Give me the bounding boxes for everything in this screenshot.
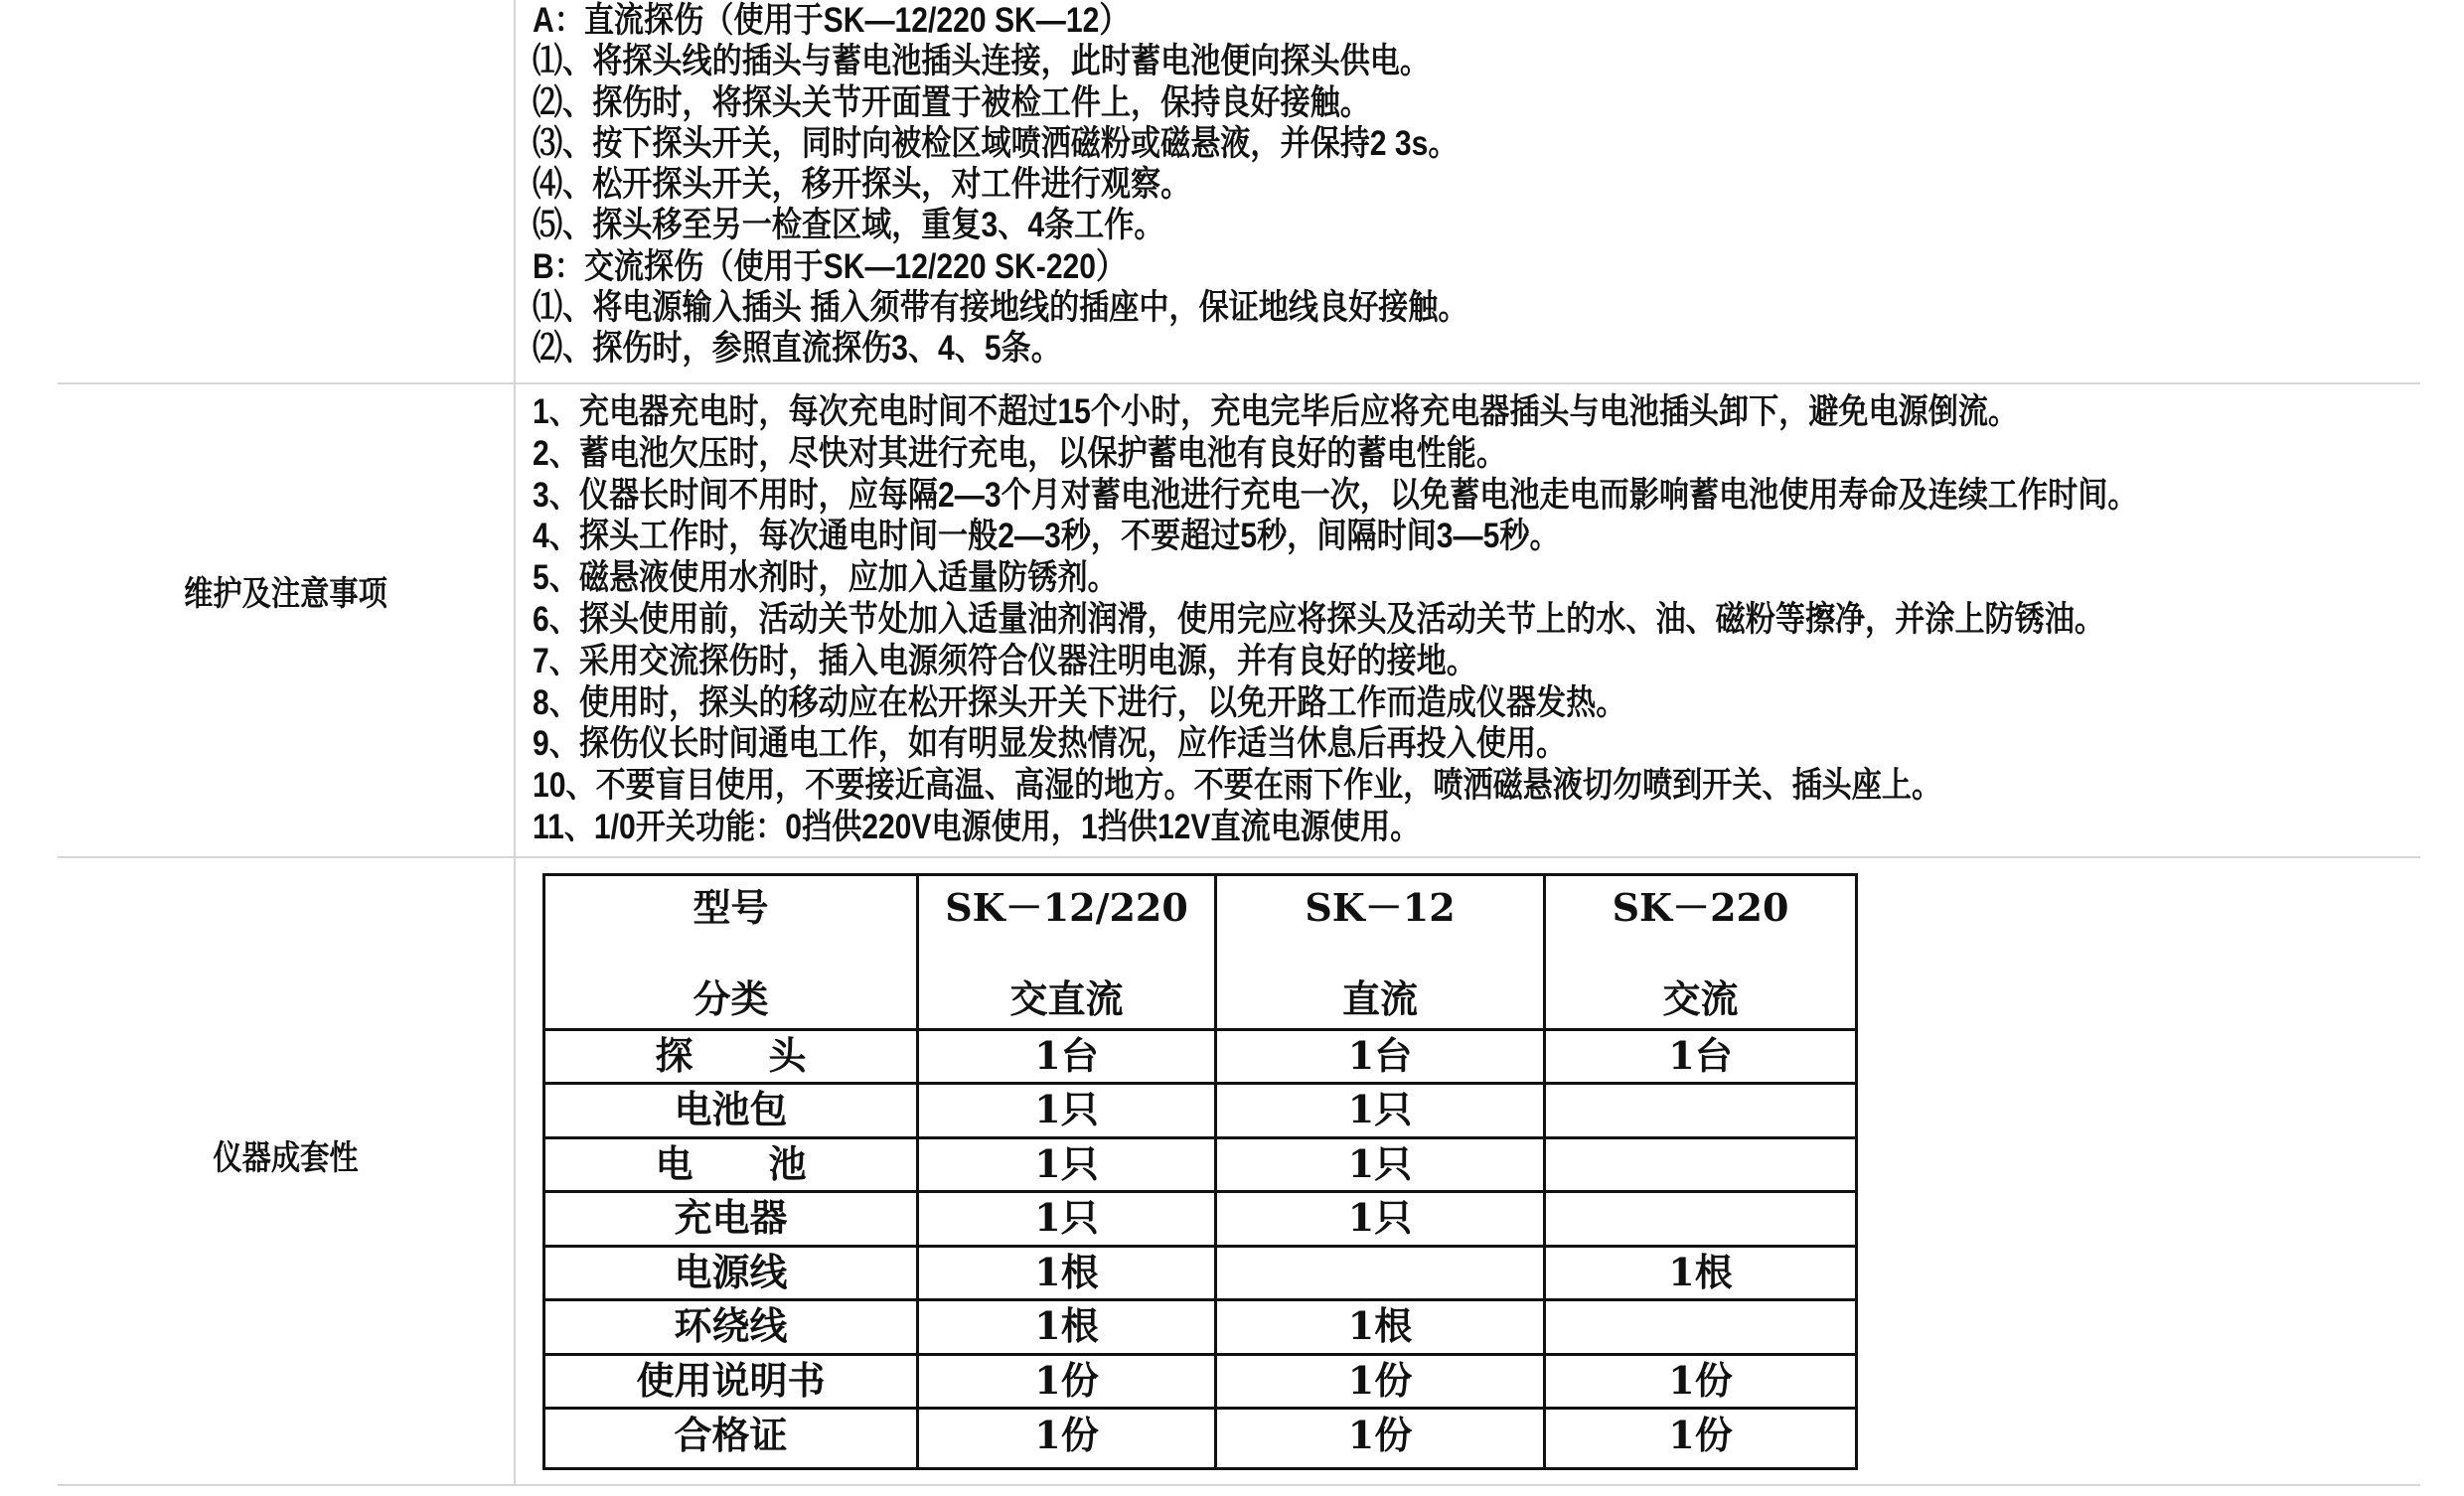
kit-item-qty: 1份 — [1347, 1413, 1413, 1457]
kit-item-qty: 1根 — [1034, 1250, 1099, 1294]
kit-item-qty: 1根 — [1668, 1250, 1733, 1294]
kit-item-qty: 1份 — [1034, 1413, 1099, 1457]
maintenance-list — [533, 391, 2398, 848]
maintenance-item: 1、充电器充电时，每次充电时间不超过15个小时，充电完毕后应将充电器插头与电池插头卸下，避免电源倒流。 — [533, 392, 2019, 431]
kit-item-qty: 1只 — [1347, 1141, 1413, 1186]
kit-header-model: SK－12 — [1305, 885, 1456, 930]
maintenance-item: 9、探伤仪长时间通电工作，如有明显发热情况，应作适当休息后再投入使用。 — [533, 724, 1567, 764]
maintenance-item: 3、仪器长时间不用时，应每隔2—3个月对蓄电池进行充电一次，以免蓄电池走电而影响蓄电池使用寿命及连续工作时间。 — [533, 475, 2138, 515]
kit-item-name: 探 头 — [655, 1033, 807, 1078]
kit-item-qty: 1份 — [1668, 1413, 1733, 1457]
kit-header-category: 交直流 — [1009, 976, 1124, 1021]
row-divider — [58, 1484, 2420, 1486]
maintenance-label: 维护及注意事项 — [184, 575, 387, 613]
maintenance-item: 2、蓄电池欠压时，尽快对其进行充电，以保护蓄电池有良好的蓄电性能。 — [533, 433, 1506, 473]
kit-item-qty: 1台 — [1034, 1033, 1099, 1078]
usage-line: B：交流探伤（使用于SK—12/220 SK-220） — [533, 246, 1127, 286]
kit-item-name: 电池包 — [674, 1087, 788, 1131]
usage-line: ⑵、探伤时，将探头关节开面置于被检工件上，保持良好接触。 — [533, 82, 1370, 122]
column-divider — [514, 0, 516, 1484]
kit-item-qty: 1只 — [1347, 1087, 1413, 1131]
kit-item-qty: 1根 — [1034, 1303, 1099, 1348]
kit-header-category: 直流 — [1341, 976, 1418, 1021]
kit-item-qty: 1份 — [1668, 1358, 1733, 1403]
usage-line: A：直流探伤（使用于SK—12/220 SK—12） — [533, 1, 1130, 40]
kit-header-category-label: 分类 — [693, 976, 769, 1021]
kit-table — [542, 873, 1858, 1470]
row-divider — [58, 382, 2420, 384]
usage-line: ⑵、探伤时，参照直流探伤3、4、5条。 — [533, 329, 1061, 369]
maintenance-item: 8、使用时，探头的移动应在松开探头开关下进行，以免开路工作而造成仪器发热。 — [533, 682, 1626, 722]
maintenance-item: 10、不要盲目使用，不要接近高温、高湿的地方。不要在雨下作业，喷洒磁悬液切勿喷到开关、插头座上。 — [533, 766, 1942, 806]
maintenance-item: 4、探头工作时，每次通电时间一般2—3秒，不要超过5秒，间隔时间3—5秒。 — [533, 517, 1560, 556]
kit-item-qty: 1只 — [1347, 1195, 1413, 1240]
kit-item-qty: 1根 — [1347, 1303, 1413, 1348]
maintenance-item: 5、磁悬液使用水剂时，应加入适量防锈剂。 — [533, 558, 1118, 598]
kit-item-qty: 1台 — [1347, 1033, 1413, 1078]
kit-item-name: 合格证 — [674, 1413, 788, 1457]
usage-line: ⑷、松开探头开关，移开探头，对工件进行观察。 — [533, 165, 1191, 205]
kit-item-name: 使用说明书 — [636, 1358, 826, 1403]
kit-item-qty: 1台 — [1668, 1033, 1733, 1078]
kit-header-model: SK－12/220 — [945, 885, 1188, 930]
kit-item-name: 电 池 — [655, 1141, 807, 1186]
kit-item-qty: 1只 — [1034, 1087, 1099, 1131]
usage-line: ⑶、按下探头开关，同时向被检区域喷洒磁粉或磁悬液，并保持2 3s。 — [533, 123, 1459, 163]
row-divider — [58, 856, 2420, 858]
kit-item-name: 环绕线 — [674, 1303, 788, 1348]
kit-header-model-label: 型号 — [693, 885, 769, 930]
kit-header-model: SK－220 — [1612, 885, 1789, 930]
maintenance-item: 11、1/0开关功能：0挡供220V电源使用，1挡供12V直流电源使用。 — [533, 807, 1421, 846]
kit-item-qty: 1只 — [1034, 1141, 1099, 1186]
kit-item-name: 充电器 — [674, 1195, 788, 1240]
maintenance-item: 7、采用交流探伤时，插入电源须符合仪器注明电源，并有良好的接地。 — [533, 641, 1476, 680]
kit-item-name: 电源线 — [674, 1250, 788, 1294]
usage-line: ⑴、将电源输入插头 插入须带有接地线的插座中，保证地线良好接触。 — [533, 288, 1468, 328]
usage-line: ⑸、探头移至另一检查区域，重复3、4条工作。 — [533, 206, 1164, 245]
kit-item-qty: 1只 — [1034, 1195, 1099, 1240]
kit-header-category: 交流 — [1662, 976, 1739, 1021]
usage-instructions — [533, 0, 1620, 370]
kit-label: 仪器成套性 — [213, 1139, 359, 1177]
maintenance-item: 6、探头使用前，活动关节处加入适量油剂润滑，使用完应将探头及活动关节上的水、油、磁粉等擦净，并涂上防锈油。 — [533, 599, 2104, 639]
usage-line: ⑴、将探头线的插头与蓄电池插头连接，此时蓄电池便向探头供电。 — [533, 42, 1431, 81]
kit-item-qty: 1份 — [1034, 1358, 1099, 1403]
kit-item-qty: 1份 — [1347, 1358, 1413, 1403]
